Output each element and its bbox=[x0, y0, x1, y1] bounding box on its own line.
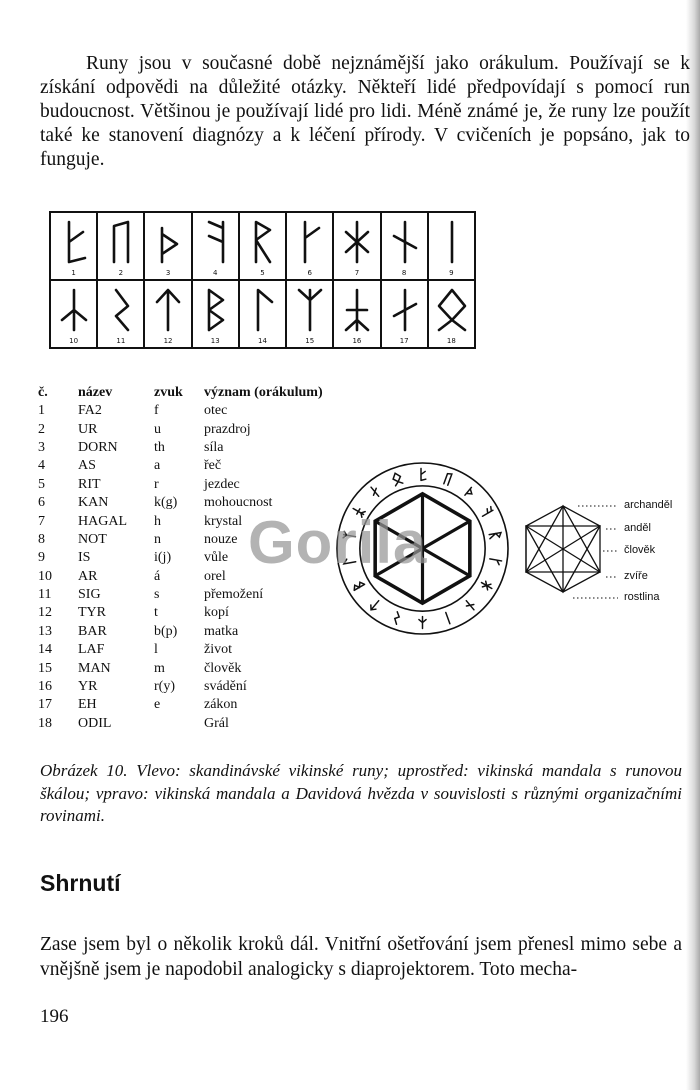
level-label-plant: rostlina bbox=[624, 591, 660, 603]
rune-number: 6 bbox=[307, 269, 312, 277]
rune-number-cell: 8 bbox=[38, 531, 45, 547]
rune-sound-cell: t bbox=[154, 605, 158, 621]
rune-name-cell: TYR bbox=[78, 605, 106, 621]
rune-name-cell: LAF bbox=[78, 642, 105, 658]
rune-cell bbox=[50, 212, 97, 280]
rune-meaning-cell: matka bbox=[204, 623, 239, 639]
rune-name-cell: DORN bbox=[78, 439, 118, 455]
section-heading: Shrnutí bbox=[40, 870, 121, 896]
rune-number-cell: 3 bbox=[38, 439, 45, 455]
rune-name-cell: SIG bbox=[78, 587, 101, 603]
rune-cell bbox=[97, 280, 144, 348]
rune-cell bbox=[286, 212, 333, 280]
rune-cell bbox=[428, 280, 475, 348]
rune-meaning-cell: jezdec bbox=[204, 476, 240, 492]
rune-dorn-icon bbox=[153, 218, 183, 266]
watermark-logo: Gorila bbox=[248, 509, 428, 576]
mandala-rune-ur-icon bbox=[444, 473, 452, 486]
rune-sound-cell: u bbox=[154, 421, 161, 437]
rune-name-cell: ODIL bbox=[78, 715, 112, 731]
rune-number: 16 bbox=[352, 337, 362, 345]
rune-sound-cell: á bbox=[154, 568, 161, 584]
rune-meaning-cell: prazdroj bbox=[204, 421, 251, 437]
header-sound: zvuk bbox=[154, 385, 183, 400]
rune-number: 9 bbox=[449, 269, 454, 277]
rune-sound-cell bbox=[154, 715, 204, 733]
level-leader-lines bbox=[573, 506, 618, 598]
rune-number-cell: 2 bbox=[38, 421, 45, 437]
rune-eh-icon bbox=[390, 286, 420, 334]
rune-meaning-cell: zákon bbox=[204, 697, 238, 713]
rune-number: 1 bbox=[71, 269, 76, 277]
rune-number: 5 bbox=[260, 269, 265, 277]
rune-meaning-cell: otec bbox=[204, 403, 228, 419]
rune-not-icon bbox=[390, 218, 420, 266]
rune-name-cell: FA2 bbox=[78, 403, 102, 419]
rune-rit-icon bbox=[248, 218, 278, 266]
summary-paragraph: Zase jsem byl o několik kroků dál. Vnitřní ošetřování jsem přenesl mimo sebe a vnějšně jsem je napodobil analogicky s diaprojektorem. Toto mecha- bbox=[40, 934, 682, 980]
rune-number: 2 bbox=[118, 269, 124, 277]
mandala-rune-not-icon bbox=[464, 599, 477, 612]
rune-cell bbox=[144, 280, 191, 348]
rune-name-cell: NOT bbox=[78, 531, 107, 547]
rune-sound-cell: i(j) bbox=[154, 550, 172, 566]
rune-as-icon bbox=[201, 218, 231, 266]
rune-tyr-icon bbox=[153, 286, 183, 334]
mandala-rune-kan-icon bbox=[489, 559, 501, 565]
rune-number-cell: 11 bbox=[38, 587, 52, 603]
rune-name-cell: HAGAL bbox=[78, 513, 127, 529]
table-row bbox=[38, 586, 364, 604]
table-row bbox=[38, 476, 364, 494]
organization-levels-diagram bbox=[518, 495, 700, 610]
rune-hagal-icon bbox=[342, 218, 372, 266]
rune-grid bbox=[49, 211, 476, 349]
rune-sound-cell: r(y) bbox=[154, 679, 175, 695]
rune-sound-cell: a bbox=[154, 458, 161, 474]
rune-cell bbox=[381, 212, 428, 280]
table-row bbox=[38, 715, 364, 733]
rune-meaning-cell: mohoucnost bbox=[204, 495, 273, 511]
rune-number-cell: 5 bbox=[38, 476, 45, 492]
figure-caption: Obrázek 10. Vlevo: skandinávské vikinské runy; uprostřed: vikinská mandala s runovou škálou; vpravo: vikinská mandala a Davidová hvězda v souvislosti s různými organizačními rovinami. bbox=[40, 761, 682, 825]
rune-sound-cell: h bbox=[154, 513, 161, 529]
table-row bbox=[38, 402, 364, 420]
rune-name-cell: RIT bbox=[78, 476, 101, 492]
mandala-rune-is-icon bbox=[446, 613, 450, 624]
table-row bbox=[38, 457, 364, 475]
rune-number: 17 bbox=[399, 337, 409, 345]
level-label-human: člověk bbox=[624, 544, 656, 556]
rune-number: 7 bbox=[354, 269, 360, 277]
table-row bbox=[38, 420, 364, 438]
header-number: č. bbox=[38, 385, 48, 400]
mandala-rune-tyr-icon bbox=[369, 599, 382, 612]
rune-meaning-cell: síla bbox=[204, 439, 224, 455]
mandala-rune-odil-icon bbox=[391, 472, 402, 486]
rune-number-cell: 15 bbox=[38, 660, 52, 676]
rune-number: 18 bbox=[446, 337, 456, 345]
rune-number-cell: 12 bbox=[38, 605, 52, 621]
intro-paragraph bbox=[40, 52, 690, 172]
david-star-diagram bbox=[518, 495, 700, 610]
rune-meaning-cell: krystal bbox=[204, 513, 243, 529]
level-label-animal: zvíře bbox=[624, 570, 648, 582]
page-number: 196 bbox=[40, 1006, 69, 1027]
rune-number: 12 bbox=[163, 337, 173, 345]
rune-cell bbox=[192, 280, 239, 348]
table-row bbox=[38, 659, 364, 677]
header-meaning: význam (orákulum) bbox=[204, 385, 323, 400]
rune-cell bbox=[97, 212, 144, 280]
table-row bbox=[38, 604, 364, 622]
rune-yr-icon bbox=[342, 286, 372, 334]
mandala-rune-fa-icon bbox=[421, 468, 426, 480]
rune-sound-cell: s bbox=[154, 587, 160, 603]
mandala-rune-as-icon bbox=[480, 507, 492, 517]
mandala-rune-sig-icon bbox=[393, 612, 400, 624]
rune-meaning-cell: řeč bbox=[204, 458, 222, 474]
rune-cell bbox=[428, 212, 475, 280]
rune-fa-icon bbox=[59, 218, 89, 266]
rune-number: 8 bbox=[401, 269, 407, 277]
rune-cell bbox=[239, 212, 286, 280]
rune-sound-cell: th bbox=[154, 439, 165, 455]
rune-cell bbox=[286, 280, 333, 348]
rune-number: 3 bbox=[165, 269, 171, 277]
rune-sig-icon bbox=[106, 286, 136, 334]
rune-number: 11 bbox=[116, 337, 126, 345]
rune-number-cell: 17 bbox=[38, 697, 52, 713]
rune-man-icon bbox=[295, 286, 325, 334]
rune-number: 14 bbox=[258, 337, 267, 345]
rune-number-cell: 6 bbox=[38, 495, 45, 511]
rune-meaning-cell: Grál bbox=[204, 715, 229, 731]
mandala-rune-dorn-icon bbox=[465, 487, 475, 498]
rune-sound-cell: n bbox=[154, 531, 161, 547]
rune-cell bbox=[144, 212, 191, 280]
rune-cell bbox=[239, 280, 286, 348]
rune-name-cell: BAR bbox=[78, 623, 107, 639]
rune-sound-cell: r bbox=[154, 476, 159, 492]
rune-odil-icon bbox=[437, 286, 467, 334]
rune-number-cell: 16 bbox=[38, 679, 52, 695]
rune-name-cell: UR bbox=[78, 421, 98, 437]
rune-name-cell: YR bbox=[78, 679, 98, 695]
rune-number: 13 bbox=[210, 337, 220, 345]
rune-number-cell: 4 bbox=[38, 458, 45, 474]
rune-sound-cell: m bbox=[154, 660, 165, 676]
table-row bbox=[38, 623, 364, 641]
rune-sound-cell: f bbox=[154, 403, 159, 419]
header-name: název bbox=[78, 385, 113, 400]
rune-cell bbox=[333, 212, 380, 280]
rune-cell bbox=[333, 280, 380, 348]
mandala-rune-hagal-icon bbox=[480, 580, 494, 592]
rune-name-cell: IS bbox=[78, 550, 91, 566]
rune-table-header-row bbox=[38, 384, 364, 402]
table-row bbox=[38, 678, 364, 696]
rune-kan-icon bbox=[295, 218, 325, 266]
table-row bbox=[38, 641, 364, 659]
table-row bbox=[38, 439, 364, 457]
rune-meaning-cell: život bbox=[204, 642, 232, 658]
mandala-rune-ar-icon bbox=[419, 617, 426, 629]
rune-meaning-cell: svádění bbox=[204, 679, 247, 695]
rune-name-cell: MAN bbox=[78, 660, 111, 676]
rune-name-cell: EH bbox=[78, 697, 97, 713]
mandala-rune-bar-icon bbox=[352, 581, 364, 591]
rune-meaning-cell: nouze bbox=[204, 531, 238, 547]
rune-meaning-cell: orel bbox=[204, 568, 226, 584]
rune-number: 4 bbox=[213, 269, 218, 277]
rune-name-cell: AR bbox=[78, 568, 98, 584]
rune-number: 15 bbox=[305, 337, 315, 345]
rune-number-cell: 7 bbox=[38, 513, 45, 529]
level-label-archangel: archanděl bbox=[624, 499, 673, 511]
rune-ur-icon bbox=[106, 218, 136, 266]
rune-sound-cell: b(p) bbox=[154, 623, 178, 639]
rune-number-cell: 1 bbox=[38, 403, 45, 419]
rune-meaning-cell: člověk bbox=[204, 660, 242, 676]
rune-number-cell: 9 bbox=[38, 550, 45, 566]
rune-name-cell: AS bbox=[78, 458, 96, 474]
rune-meaning-cell: přemožení bbox=[204, 587, 264, 603]
rune-number-cell: 10 bbox=[38, 568, 52, 584]
rune-meaning-cell: vůle bbox=[204, 550, 229, 566]
level-label-angel: anděl bbox=[624, 522, 651, 534]
rune-meaning-cell: kopí bbox=[204, 605, 229, 621]
rune-sound-cell: l bbox=[154, 642, 158, 658]
table-row bbox=[38, 696, 364, 714]
intro-text: Runy jsou v současné době nejznámější jako orákulum. Používají se k získání odpovědi na důležité otázky. Někteří lidé předpovídají s pomocí run budoucnost. Většinou je používají lidé pro lidi. Méně známé je, že runy lze použít také ke stanovení diagnózy a k léčení přírody. V cvičeních je popsáno, jak to funguje. bbox=[40, 53, 690, 170]
rune-bar-icon bbox=[201, 286, 231, 334]
rune-cell bbox=[50, 280, 97, 348]
rune-ar-icon bbox=[59, 286, 89, 334]
rune-number-cell: 18 bbox=[38, 715, 52, 731]
rune-number: 10 bbox=[69, 337, 79, 345]
rune-cell bbox=[381, 280, 428, 348]
rune-is-icon bbox=[437, 218, 467, 266]
rune-number-cell: 13 bbox=[38, 623, 52, 639]
mandala-rune-rit-icon bbox=[489, 533, 501, 539]
rune-sound-cell: e bbox=[154, 697, 161, 713]
rune-laf-icon bbox=[248, 286, 278, 334]
rune-sound-cell: k(g) bbox=[154, 495, 178, 511]
rune-cell bbox=[192, 212, 239, 280]
mandala-rune-eh-icon bbox=[369, 485, 382, 498]
rune-name-cell: KAN bbox=[78, 495, 109, 511]
rune-number-cell: 14 bbox=[38, 642, 52, 658]
